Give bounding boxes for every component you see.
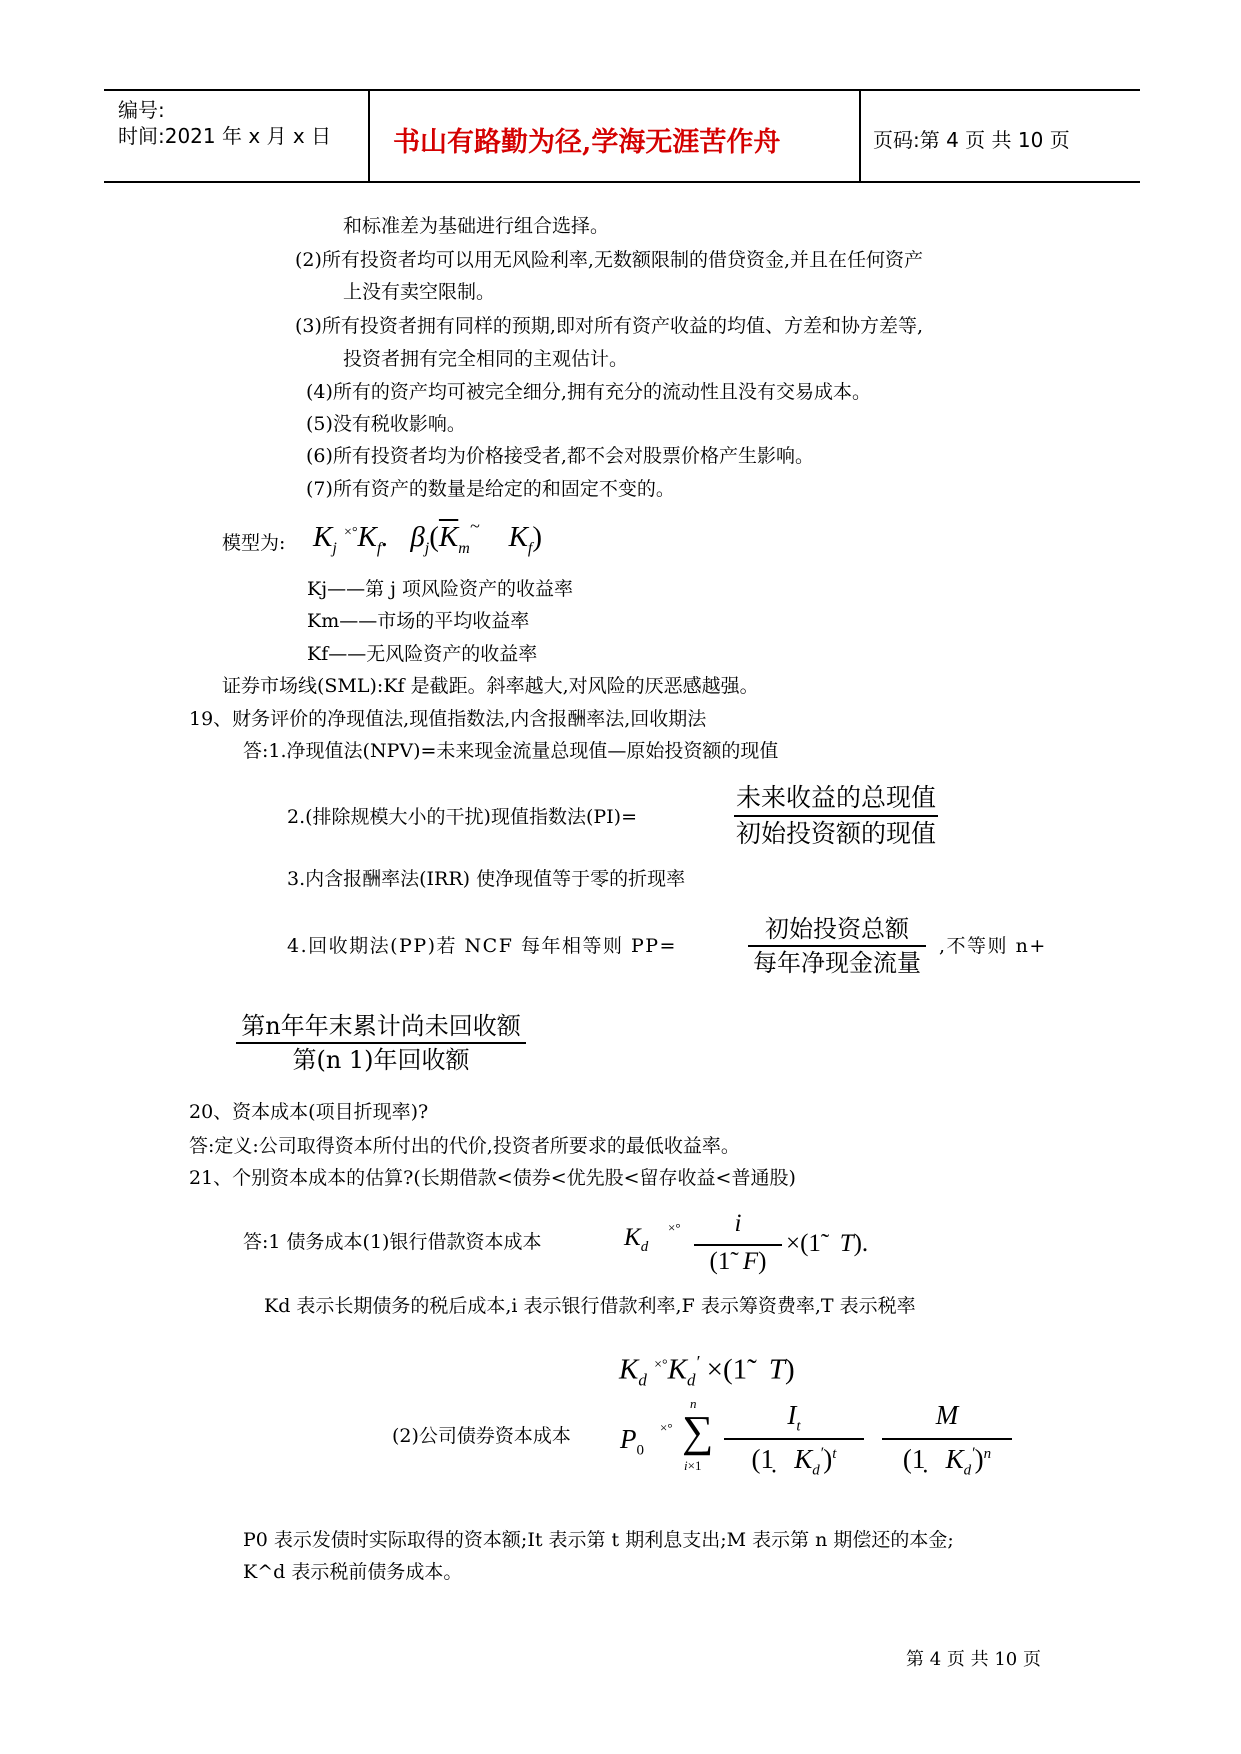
date-label: 时间:2021 年 x 月 x 日	[118, 124, 332, 148]
after-tax-debt-formula: $K_d$ $^{\times^\circ}K_d'$ ×(1̃ T)	[619, 1352, 795, 1390]
answer-19-pp: 4.回收期法(PP)若 NCF 每年相等则 PP=	[287, 935, 677, 957]
assumption-item-2: (2)所有投资者均可以用无风险利率,无数额限制的借贷资金,并且在任何资产	[295, 249, 923, 271]
assumption-item-5: (5)没有税收影响。	[306, 413, 466, 435]
model-label: 模型为:	[222, 532, 286, 554]
pi-numerator: 未来收益的总现值	[735, 783, 936, 812]
serial-number-label: 编号:	[118, 98, 165, 122]
p0-description: P0 表示发债时实际取得的资本额;It 表示第 t 期利息支出;M 表示第 n 期偿还的本金;	[243, 1529, 954, 1551]
definition-kf: Kf——无风险资产的收益率	[307, 643, 538, 665]
pi-denominator: 初始投资额的现值	[735, 818, 936, 848]
assumption-item-4: (4)所有的资产均可被完全细分,拥有充分的流动性且没有交易成本。	[306, 381, 871, 403]
answer-19-irr: 3.内含报酬率法(IRR) 使净现值等于零的折现率	[287, 868, 686, 890]
assumption-item-6: (6)所有投资者均为价格接受者,都不会对股票价格产生影响。	[306, 445, 814, 467]
remainder-numerator: 第n年年末累计尚未回收额	[241, 1012, 521, 1040]
pi-fraction	[734, 781, 938, 851]
p0-description-cont: K^d 表示税前债务成本。	[243, 1561, 463, 1583]
page-footer: 第 4 页 共 10 页	[906, 1649, 1041, 1670]
header-divider-left	[368, 89, 370, 182]
kd-description: Kd 表示长期债务的税后成本,i 表示银行借款利率,F 表示筹资费率,T 表示税率	[264, 1295, 916, 1317]
assumption-item-2-cont: 上没有卖空限制。	[343, 281, 496, 303]
answer-19-pp-tail: ,不等则 n+	[939, 935, 1047, 957]
assumption-item-3: (3)所有投资者拥有同样的预期,即对所有资产收益的均值、方差和协方差等,	[295, 315, 923, 337]
capm-formula: $K_j$ $^{\times^\circ}K_f$. $\beta_j(\overline{K}_m^\sim$ $K_f$)	[313, 516, 543, 557]
definition-km: Km——市场的平均收益率	[307, 610, 530, 632]
answer-21-bank-loan: 答:1 债务成本(1)银行借款资本成本	[243, 1231, 542, 1253]
header-bottom-rule	[104, 181, 1140, 183]
pp-numerator: 初始投资总额	[765, 915, 909, 943]
pp-denominator: 每年净现金流量	[753, 948, 921, 977]
header-top-rule	[104, 89, 1140, 91]
question-20: 20、资本成本(项目折现率)?	[189, 1101, 429, 1123]
assumption-item-7: (7)所有资产的数量是给定的和固定不变的。	[306, 478, 675, 500]
assumption-item-3-cont: 投资者拥有完全相同的主观估计。	[343, 348, 629, 370]
paragraph-line: 和标准差为基础进行组合选择。	[343, 215, 610, 237]
answer-20: 答:定义:公司取得资本所付出的代价,投资者所要求的最低收益率。	[189, 1135, 740, 1157]
header-divider-right	[859, 89, 861, 182]
definition-kj: Kj——第 j 项风险资产的收益率	[307, 578, 574, 600]
question-19: 19、财务评价的净现值法,现值指数法,内含报酬率法,回收期法	[189, 708, 707, 730]
motto-title: 书山有路勤为径,学海无涯苦作舟	[393, 127, 781, 158]
question-21: 21、个别资本成本的估算?(长期借款<债券<优先股<留存收益<普通股)	[189, 1167, 796, 1189]
pp-fraction	[748, 913, 926, 979]
remainder-denominator: 第(n 1)年回收额	[292, 1045, 470, 1074]
answer-19-npv: 答:1.净现值法(NPV)=未来现金流量总现值—原始投资额的现值	[243, 740, 779, 762]
sml-description: 证券市场线(SML):Kf 是截距。斜率越大,对风险的厌恶感越强。	[222, 675, 759, 697]
payback-remainder-fraction	[236, 1010, 526, 1076]
page-code-label: 页码:第 4 页 共 10 页	[873, 128, 1070, 152]
answer-21-bond: (2)公司债券资本成本	[392, 1425, 571, 1447]
answer-19-pi: 2.(排除规模大小的干扰)现值指数法(PI)=	[287, 806, 637, 828]
